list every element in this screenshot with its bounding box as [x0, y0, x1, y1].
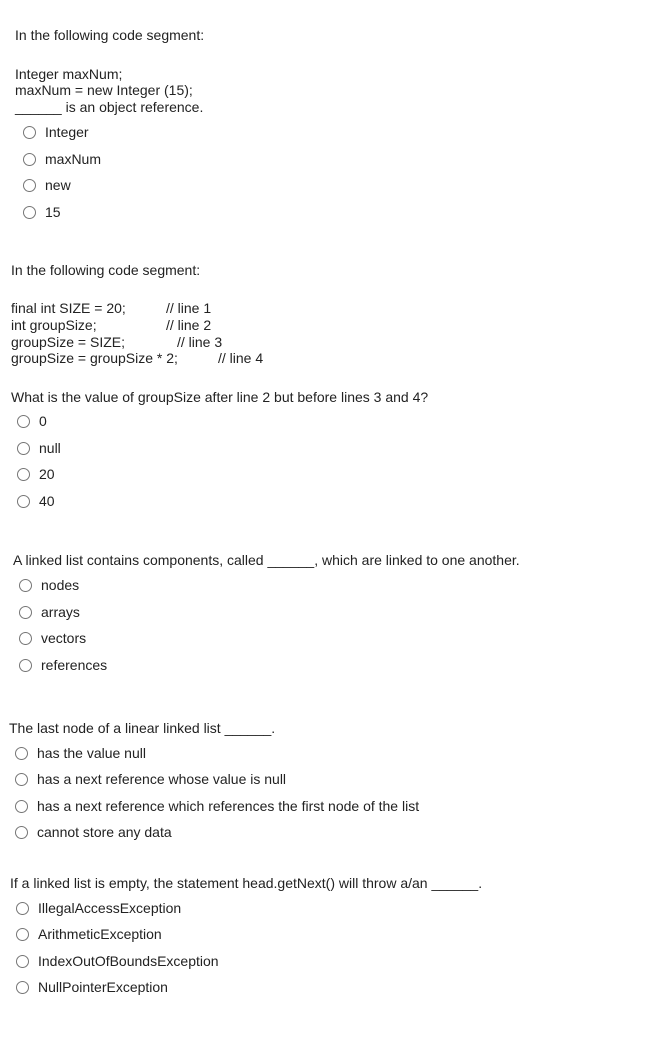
question-5-prompt: If a linked list is empty, the statement head.getNext() will throw a/an ______.	[10, 875, 483, 891]
question-4-option-4[interactable]	[15, 822, 172, 842]
question-2-code-comment-4: // line 4	[218, 350, 264, 366]
question-3-option-3[interactable]	[19, 628, 86, 648]
question-2-option-2[interactable]	[17, 438, 61, 458]
question-2-code-comment-2: // line 2	[166, 317, 212, 333]
question-2-code-comment-3: // line 3	[177, 334, 223, 350]
question-1-option-2[interactable]	[23, 149, 101, 169]
question-5-option-4[interactable]	[16, 977, 168, 997]
radio-button[interactable]	[17, 415, 30, 428]
question-5-option-1[interactable]	[16, 898, 181, 918]
question-2-code-line-3: groupSize = SIZE;	[11, 334, 126, 350]
option-label: maxNum	[45, 151, 102, 167]
option-label: NullPointerException	[38, 979, 168, 995]
question-2-intro: In the following code segment:	[11, 262, 201, 278]
question-2-code-line-1: final int SIZE = 20;	[11, 300, 126, 316]
radio-button[interactable]	[19, 659, 32, 672]
radio-button[interactable]	[19, 606, 32, 619]
radio-button[interactable]	[19, 579, 32, 592]
option-label: vectors	[41, 630, 87, 646]
option-label: 0	[39, 413, 47, 429]
option-label: has a next reference which references the first node of the list	[37, 798, 420, 814]
option-label: 15	[45, 204, 61, 220]
radio-button[interactable]	[16, 981, 29, 994]
option-label: arrays	[41, 604, 80, 620]
radio-button[interactable]	[23, 179, 36, 192]
option-label: 20	[39, 466, 55, 482]
question-2-code-line-2: int groupSize;	[11, 317, 97, 333]
question-1-code-line-3: ______ is an object reference.	[15, 99, 204, 115]
question-3-option-1[interactable]	[19, 575, 79, 595]
option-label: has the value null	[37, 745, 146, 761]
radio-button[interactable]	[15, 773, 28, 786]
question-3-prompt: A linked list contains components, called ______, which are linked to one another.	[13, 552, 520, 568]
question-2-option-1[interactable]	[17, 411, 47, 431]
question-1-option-4[interactable]	[23, 202, 61, 222]
option-label: ArithmeticException	[38, 926, 162, 942]
radio-button[interactable]	[23, 206, 36, 219]
option-label: Integer	[45, 124, 89, 140]
question-4-prompt: The last node of a linear linked list ______.	[9, 720, 276, 736]
option-label: cannot store any data	[37, 824, 172, 840]
question-3-option-4[interactable]	[19, 655, 107, 675]
option-label: IllegalAccessException	[38, 900, 182, 916]
radio-button[interactable]	[23, 126, 36, 139]
option-label: 40	[39, 493, 55, 509]
radio-button[interactable]	[17, 442, 30, 455]
option-label: new	[45, 177, 71, 193]
question-4-option-1[interactable]	[15, 743, 146, 763]
radio-button[interactable]	[15, 826, 28, 839]
question-2-code-line-4: groupSize = groupSize * 2;	[11, 350, 178, 366]
radio-button[interactable]	[16, 928, 29, 941]
question-1-code-line-1: Integer maxNum;	[15, 66, 123, 82]
option-label: nodes	[41, 577, 80, 593]
question-2-code-comment-1: // line 1	[166, 300, 212, 316]
radio-button[interactable]	[15, 747, 28, 760]
question-1-option-3[interactable]	[23, 175, 71, 195]
question-1-code-line-2: maxNum = new Integer (15);	[15, 82, 193, 98]
radio-button[interactable]	[17, 468, 30, 481]
question-2-option-3[interactable]	[17, 464, 55, 484]
option-label: has a next reference whose value is null	[37, 771, 287, 787]
radio-button[interactable]	[16, 955, 29, 968]
question-3-option-2[interactable]	[19, 602, 80, 622]
radio-button[interactable]	[19, 632, 32, 645]
question-1-option-1[interactable]	[23, 122, 89, 142]
question-2-prompt: What is the value of groupSize after line 2 but before lines 3 and 4?	[11, 389, 429, 405]
question-5-option-3[interactable]	[16, 951, 219, 971]
question-4-option-2[interactable]	[15, 769, 286, 789]
radio-button[interactable]	[17, 495, 30, 508]
question-4-option-3[interactable]	[15, 796, 419, 816]
question-2-option-4[interactable]	[17, 491, 55, 511]
option-label: references	[41, 657, 108, 673]
question-1-intro: In the following code segment:	[15, 27, 205, 43]
radio-button[interactable]	[23, 153, 36, 166]
radio-button[interactable]	[15, 800, 28, 813]
option-label: null	[39, 440, 61, 456]
question-5-option-2[interactable]	[16, 924, 162, 944]
radio-button[interactable]	[16, 902, 29, 915]
option-label: IndexOutOfBoundsException	[38, 953, 219, 969]
